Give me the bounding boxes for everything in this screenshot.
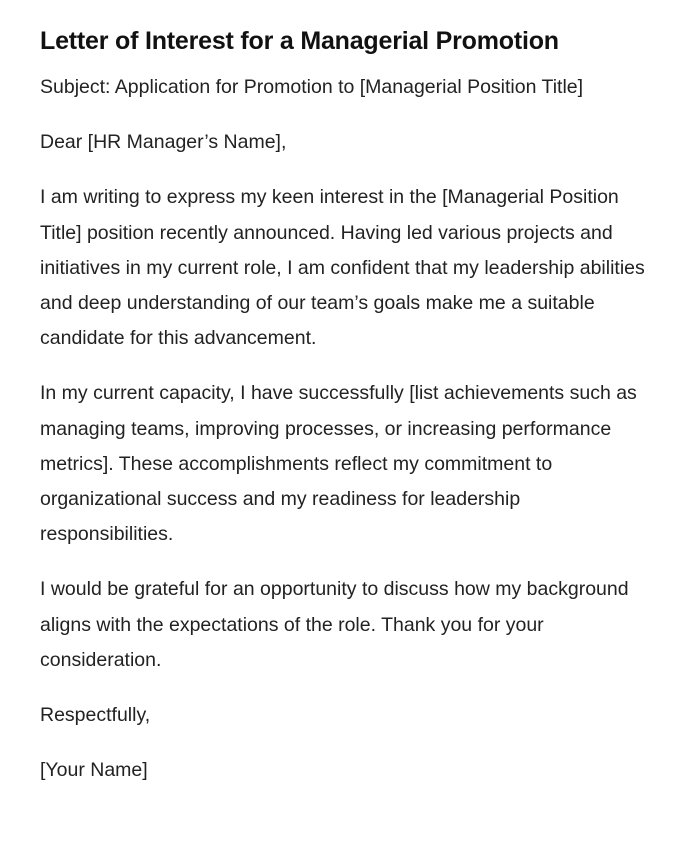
salutation: Dear [HR Manager’s Name], xyxy=(40,131,287,154)
body-paragraph-closing: I would be grateful for an opportunity to discuss how my background aligns with the expectations of the role. Thank you for your consideration. xyxy=(40,578,629,671)
closing: Respectfully, xyxy=(40,704,151,727)
body-paragraph-achievements: In my current capacity, I have successfully [list achievements such as managing teams, improving processes, or increasing performance metrics]. These accomplishments reflect my commitment to organizational success and my readiness for leadership responsibilities. xyxy=(40,382,637,546)
page-title: Letter of Interest for a Managerial Promotion xyxy=(40,27,559,55)
subject-line: Subject: Application for Promotion to [Managerial Position Title] xyxy=(40,76,584,98)
letter-page xyxy=(40,0,650,788)
signature: [Your Name] xyxy=(40,759,148,782)
body-paragraph-interest: I am writing to express my keen interest in the [Managerial Position Title] position recently announced. Having led various projects and initiatives in my current role, I am confident that my leadership abilities and deep understanding of our team’s goals make me a suitable candidate for this advancement. xyxy=(40,186,645,350)
